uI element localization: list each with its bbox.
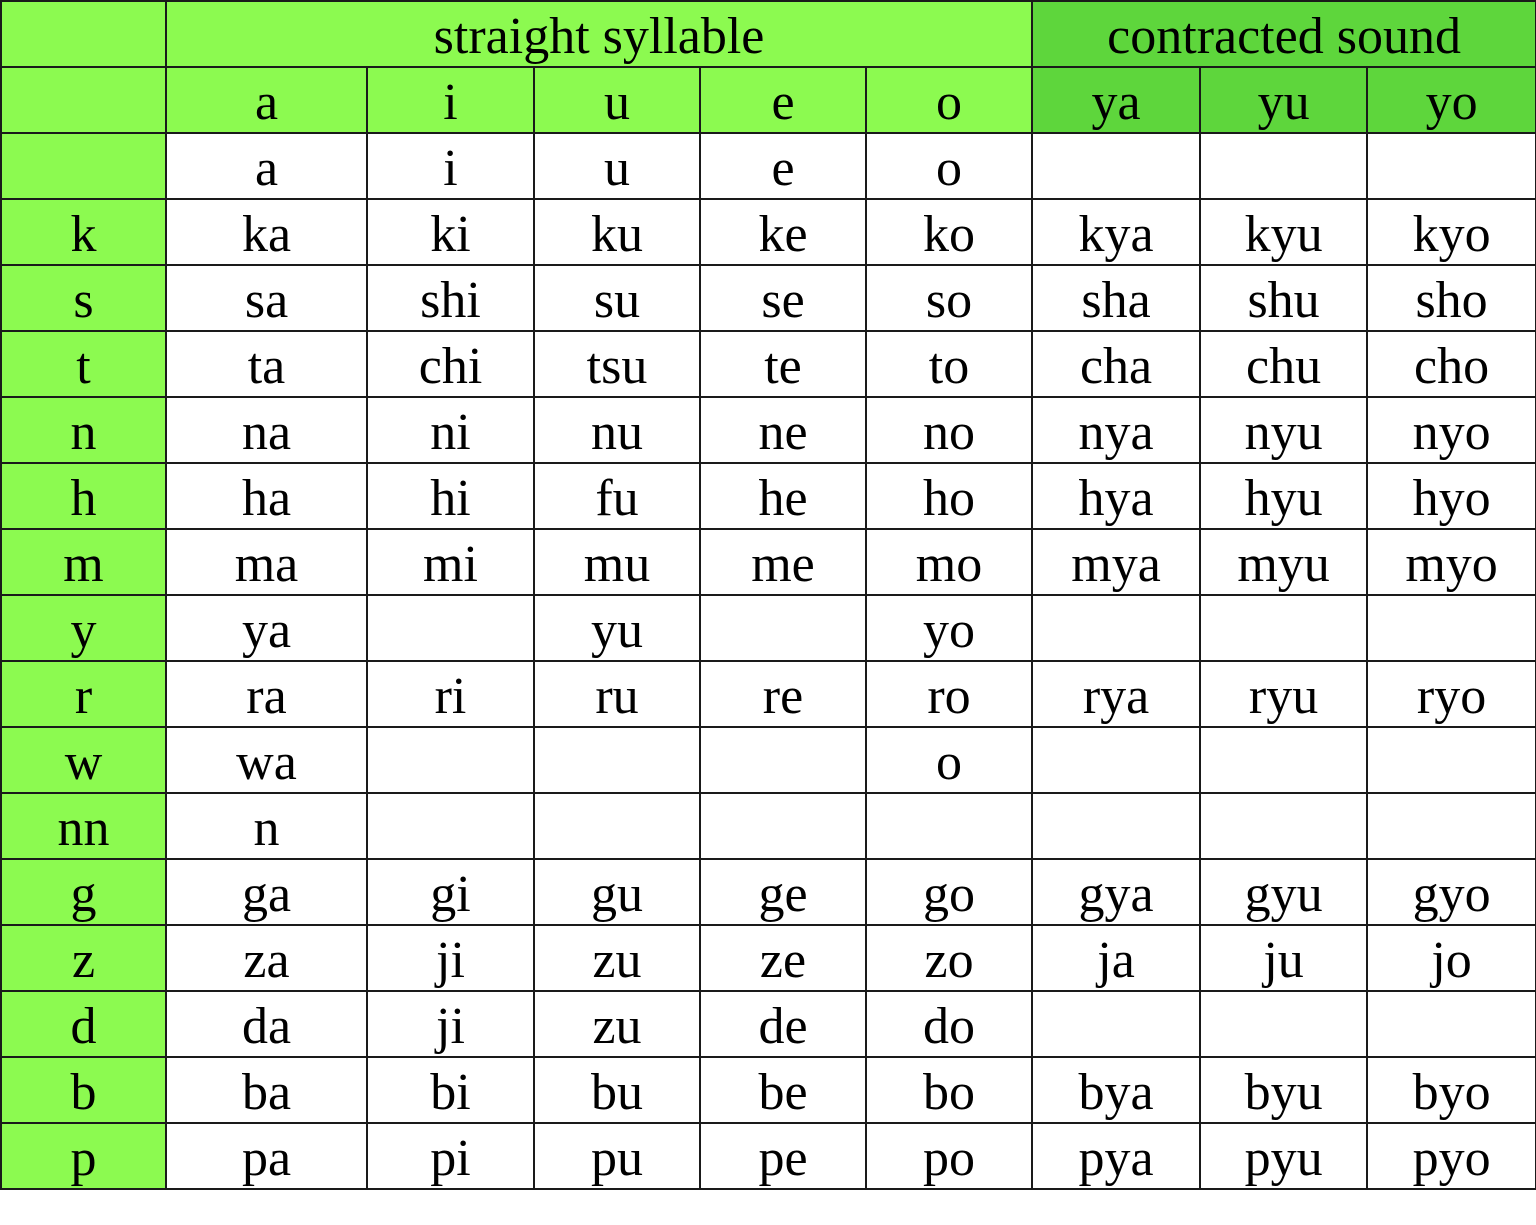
syllable-cell: ki [367,199,534,265]
syllable-cell: ja [1032,925,1200,991]
syllable-cell: kyu [1200,199,1367,265]
table-row [1,1123,1536,1189]
syllable-cell: sa [166,265,367,331]
syllable-cell [1200,991,1367,1057]
table-row [1,265,1536,331]
syllable-cell [1200,595,1367,661]
syllable-cell: ni [367,397,534,463]
syllable-cell: ku [534,199,700,265]
syllable-cell: mu [534,529,700,595]
syllable-cell: cho [1367,331,1536,397]
syllable-cell: ju [1200,925,1367,991]
syllable-cell: gyo [1367,859,1536,925]
syllable-cell: re [700,661,866,727]
col-header-ya: ya [1032,67,1200,133]
syllable-cell: nu [534,397,700,463]
syllable-cell [1367,991,1536,1057]
table-row [1,1057,1536,1123]
syllable-cell [534,727,700,793]
syllable-cell: yu [534,595,700,661]
syllable-cell [700,727,866,793]
syllable-cell: ko [866,199,1032,265]
syllable-cell: ne [700,397,866,463]
syllable-cell: ke [700,199,866,265]
syllable-cell: chu [1200,331,1367,397]
syllable-cell: he [700,463,866,529]
syllable-cell: myo [1367,529,1536,595]
syllable-cell: cha [1032,331,1200,397]
header-column-row [1,67,1536,133]
syllable-cell [367,595,534,661]
syllable-cell: no [866,397,1032,463]
syllable-cell [700,595,866,661]
table-body [1,133,1536,1189]
syllable-cell: pya [1032,1123,1200,1189]
syllable-cell: ho [866,463,1032,529]
row-header: t [1,331,166,397]
syllable-cell: te [700,331,866,397]
syllable-cell: zu [534,991,700,1057]
syllable-cell: shi [367,265,534,331]
syllable-cell: go [866,859,1032,925]
table-row [1,661,1536,727]
table-row [1,397,1536,463]
syllable-cell: to [866,331,1032,397]
syllable-cell: gu [534,859,700,925]
row-header: m [1,529,166,595]
syllable-cell [1032,595,1200,661]
syllable-cell: tsu [534,331,700,397]
table-row [1,991,1536,1057]
table-row [1,463,1536,529]
syllable-cell: do [866,991,1032,1057]
syllable-cell: za [166,925,367,991]
syllable-cell: kya [1032,199,1200,265]
syllable-cell: chi [367,331,534,397]
syllable-cell: su [534,265,700,331]
col-header-yu: yu [1200,67,1367,133]
syllable-cell: ta [166,331,367,397]
table-row [1,727,1536,793]
syllable-cell: ji [367,925,534,991]
syllable-cell: mi [367,529,534,595]
row-header: b [1,1057,166,1123]
syllable-cell: myu [1200,529,1367,595]
table-row [1,859,1536,925]
syllable-cell: nya [1032,397,1200,463]
syllable-cell: nyu [1200,397,1367,463]
col-header-a: a [166,67,367,133]
col-header-yo: yo [1367,67,1536,133]
syllable-cell: byu [1200,1057,1367,1123]
row-header: z [1,925,166,991]
syllable-cell [1367,727,1536,793]
col-header-o: o [866,67,1032,133]
syllable-cell: sha [1032,265,1200,331]
syllable-cell: se [700,265,866,331]
syllable-cell: byo [1367,1057,1536,1123]
syllable-cell: zu [534,925,700,991]
row-header: s [1,265,166,331]
syllable-cell: mo [866,529,1032,595]
table-row [1,199,1536,265]
syllable-cell: bya [1032,1057,1200,1123]
header-group-row [1,1,1536,67]
syllable-cell: rya [1032,661,1200,727]
syllable-cell: pa [166,1123,367,1189]
syllable-cell [367,727,534,793]
syllable-cell: mya [1032,529,1200,595]
syllable-cell: me [700,529,866,595]
table-row [1,595,1536,661]
syllable-cell: n [166,793,367,859]
syllable-cell: ba [166,1057,367,1123]
syllable-cell [1200,727,1367,793]
syllable-cell: pi [367,1123,534,1189]
row-header [1,133,166,199]
syllable-cell: zo [866,925,1032,991]
table-row [1,133,1536,199]
syllable-cell: a [166,133,367,199]
syllable-cell [1367,793,1536,859]
syllable-cell: ge [700,859,866,925]
syllable-cell: kyo [1367,199,1536,265]
corner-cell [1,67,166,133]
syllable-cell: ro [866,661,1032,727]
syllable-cell: pyu [1200,1123,1367,1189]
syllable-cell: ma [166,529,367,595]
syllable-cell: pu [534,1123,700,1189]
row-header: y [1,595,166,661]
syllable-cell: bi [367,1057,534,1123]
table-header [1,1,1536,133]
row-header: r [1,661,166,727]
syllable-cell: yo [866,595,1032,661]
syllable-cell: nyo [1367,397,1536,463]
syllable-cell: ryu [1200,661,1367,727]
syllable-cell: ha [166,463,367,529]
syllable-cell: be [700,1057,866,1123]
syllable-cell: gi [367,859,534,925]
syllable-cell: ga [166,859,367,925]
row-header: nn [1,793,166,859]
syllable-cell: o [866,133,1032,199]
syllable-cell: e [700,133,866,199]
syllable-cell: hi [367,463,534,529]
table-row [1,529,1536,595]
row-header: h [1,463,166,529]
row-header: w [1,727,166,793]
col-header-u: u [534,67,700,133]
syllable-cell: shu [1200,265,1367,331]
row-header: d [1,991,166,1057]
syllable-cell: de [700,991,866,1057]
syllable-cell [534,793,700,859]
syllable-cell [1367,595,1536,661]
syllable-cell: ri [367,661,534,727]
straight-syllable-header: straight syllable [166,1,1032,67]
syllable-cell: ra [166,661,367,727]
syllable-cell: ru [534,661,700,727]
row-header: n [1,397,166,463]
syllable-cell: pyo [1367,1123,1536,1189]
syllable-cell: bo [866,1057,1032,1123]
syllable-cell [866,793,1032,859]
syllable-cell [1032,133,1200,199]
syllable-cell: ji [367,991,534,1057]
syllable-cell: so [866,265,1032,331]
syllable-cell: wa [166,727,367,793]
syllable-cell: na [166,397,367,463]
syllable-cell: hyu [1200,463,1367,529]
syllable-cell: i [367,133,534,199]
syllable-cell: ze [700,925,866,991]
table-row [1,793,1536,859]
table-row [1,331,1536,397]
row-header: k [1,199,166,265]
syllable-cell [367,793,534,859]
contracted-sound-header: contracted sound [1032,1,1536,67]
col-header-i: i [367,67,534,133]
syllable-cell: hyo [1367,463,1536,529]
table-row [1,925,1536,991]
syllable-cell: u [534,133,700,199]
syllable-cell: gyu [1200,859,1367,925]
syllable-cell: pe [700,1123,866,1189]
syllable-cell: jo [1367,925,1536,991]
syllable-cell [1032,727,1200,793]
syllable-cell [1200,793,1367,859]
corner-cell [1,1,166,67]
syllable-cell: fu [534,463,700,529]
row-header: g [1,859,166,925]
syllable-cell: o [866,727,1032,793]
col-header-e: e [700,67,866,133]
syllable-cell [1032,793,1200,859]
syllable-cell [1032,991,1200,1057]
syllable-cell [700,793,866,859]
syllable-cell: po [866,1123,1032,1189]
syllable-cell: da [166,991,367,1057]
syllable-cell [1200,133,1367,199]
syllable-cell: ka [166,199,367,265]
syllable-cell [1367,133,1536,199]
syllable-cell: sho [1367,265,1536,331]
syllable-cell: bu [534,1057,700,1123]
row-header: p [1,1123,166,1189]
syllable-cell: ryo [1367,661,1536,727]
syllable-cell: ya [166,595,367,661]
syllable-cell: hya [1032,463,1200,529]
syllable-cell: gya [1032,859,1200,925]
